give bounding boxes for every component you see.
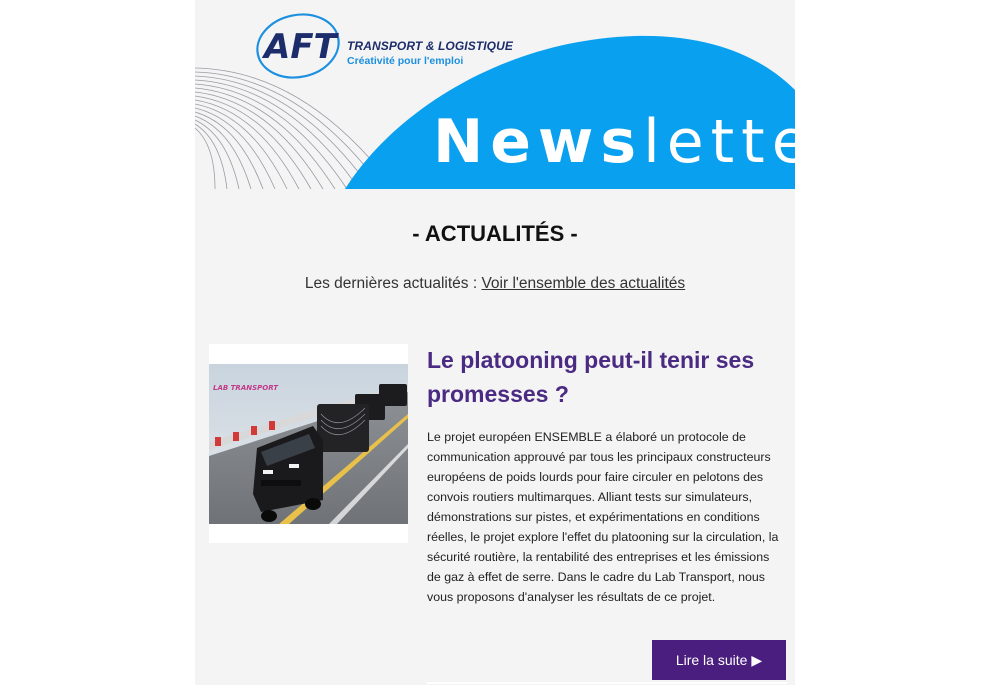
- play-triangle-icon: ▶: [751, 651, 763, 668]
- newsletter-header: [195, 0, 848, 189]
- newsletter-title-bold: News: [433, 107, 644, 177]
- truck-platoon-image: [209, 344, 408, 543]
- all-news-link[interactable]: Voir l'ensemble des actualités: [481, 275, 686, 292]
- news-intro: [195, 275, 795, 293]
- article-divider: [427, 682, 787, 684]
- intro-text: Les dernières actualités :: [304, 275, 482, 292]
- section-heading: - ACTUALITÉS -: [412, 221, 578, 246]
- read-more-label: Lire la suite: [675, 652, 748, 668]
- aft-logo[interactable]: [255, 12, 513, 82]
- logo-subtitle: Créativité pour l'emploi: [347, 55, 464, 67]
- article-body: Le projet européen ENSEMBLE a élaboré un protocole de communication approuvé par tous les principaux constructeurs européens de poids lourds pour faire circuler en pelotons des convois routiers multimarques. Alliant tests sur simulateurs, démonstrations sur pistes, et expérimentations en conditions réelles, le projet explore l'effet du platooning sur la circulation, la sécurité routière, la rentabilité des entreprises et les émissions de gaz à effet de serre. Dans le cadre du Lab Transport, nous vous proposons d'analyser les résultats de ce projet.: [427, 430, 779, 604]
- article-title[interactable]: Le platooning peut-il tenir ses promesses ?: [427, 347, 755, 407]
- svg-text:AFT: AFT: [264, 27, 337, 67]
- article-image[interactable]: [209, 344, 408, 543]
- logo-title: TRANSPORT & LOGISTIQUE: [347, 39, 513, 53]
- newsletter-title: [433, 107, 848, 177]
- newsletter-email: [195, 0, 848, 685]
- image-caption: LAB TRANSPORT: [213, 384, 279, 392]
- newsletter-title-light: letter: [643, 107, 848, 177]
- aft-logo-mark: [255, 12, 341, 80]
- read-more-button[interactable]: [652, 640, 786, 680]
